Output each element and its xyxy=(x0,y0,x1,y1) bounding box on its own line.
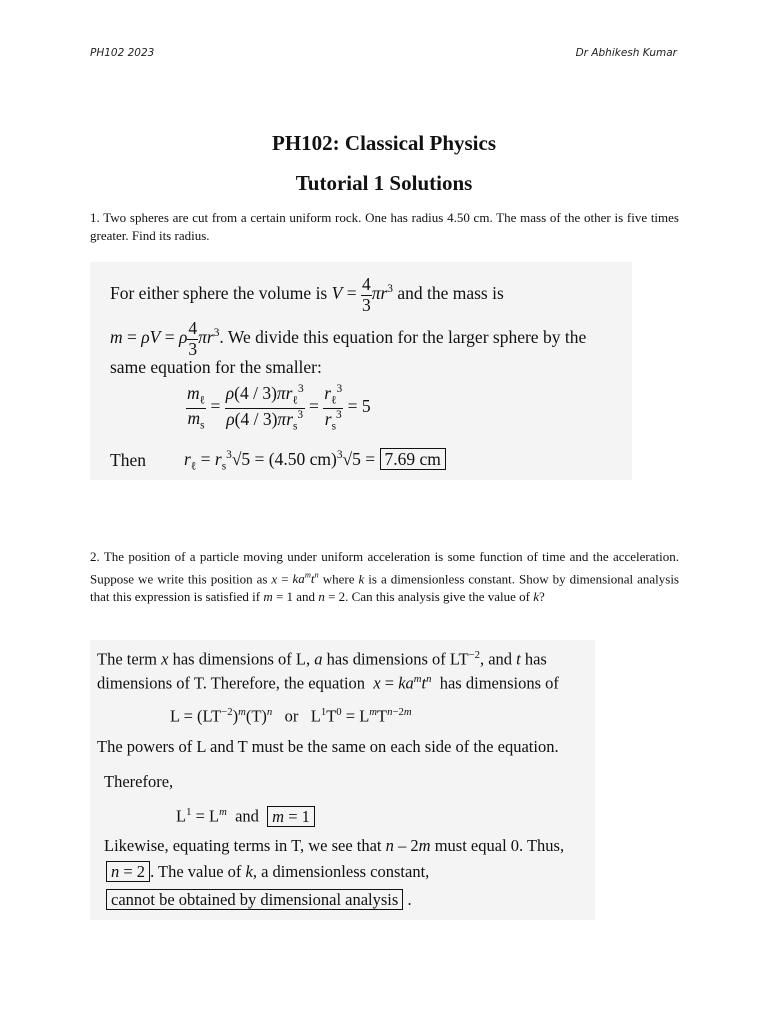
fraction-4-3: $\frac{4}{3}$ xyxy=(361,274,371,315)
page-title: PH102: Classical Physics xyxy=(272,131,496,155)
sol2-n-result: n = 2 . The value of k, a dimensionless constant, xyxy=(106,862,429,882)
solution-1-image xyxy=(90,262,632,480)
page-subtitle: Tutorial 1 Solutions xyxy=(295,171,473,195)
sol1-result-line: $r_\ell = r_s^3√5 = (4.50$ cm)$^3$√5 = 7.69 cm xyxy=(184,449,446,473)
sol1-answer-box: 7.69 cm xyxy=(380,448,446,470)
sol2-m-result: $L^1 = L^m$ and m = 1 xyxy=(176,806,315,827)
sol1-line-3: same equation for the smaller: xyxy=(110,357,322,377)
sol2-equation: $L = (LT^{-2})^m(T)^n$ or $L^1T^0 = L^mT^{n-2m}$ xyxy=(170,706,412,726)
sol2-conclusion-box: cannot be obtained by dimensional analysis xyxy=(106,889,403,910)
sol2-conclusion: cannot be obtained by dimensional analysis . xyxy=(106,890,412,910)
sol2-powers: The powers of L and T must be the same on each side of the equation. xyxy=(97,737,559,756)
sol2-line-2: dimensions of T. Therefore, the equation $x = ka^mt^n$ has dimensions of xyxy=(97,673,559,693)
sol2-line-1: The term x has dimensions of L, a has dimensions of $LT^{-2}$, and t has xyxy=(97,649,547,669)
sol1-ratio-equation: $\frac{m_\ell}{m_s}$ = $\frac{\rho(4 / 3)\pi r_\ell^3}{\rho(4 / 3)\pi r_s^3}$ = $\frac{r_\ell^3}{r_s^3}$ = 5 xyxy=(187,382,371,433)
question-1: 1. Two spheres are cut from a certain uniform rock. One has radius 4.50 cm. The mass of the other is five times greater. Find its radius. xyxy=(90,210,679,243)
solution-2-image xyxy=(90,640,595,920)
fraction-4-3: $\frac{4}{3}$ xyxy=(188,318,198,359)
header-author: Dr Abhikesh Kumar xyxy=(575,47,677,59)
question-2: 2. The position of a particle moving under uniform acceleration is some function of time and the acceleration. Suppose we write this position as $x = ka^mt^n$ where k is a dimensionless constant. Show by dimensional analysis that this expression is satisfied if m = 1 and n = 2. Can this analysis give the value of k? xyxy=(90,549,679,605)
sol2-n-box: n = 2 xyxy=(106,861,150,882)
sol1-line-1: For either sphere the volume is V = $\frac{4}{3}$ $\pi r^3$ and the mass is xyxy=(110,274,504,315)
sol2-likewise: Likewise, equating terms in T, we see that n – 2m must equal 0. Thus, xyxy=(104,836,565,855)
sol2-m-box: m = 1 xyxy=(267,806,315,827)
header-course: PH102 2023 xyxy=(90,47,155,59)
sol1-then-label: Then xyxy=(110,450,146,470)
sol1-line-2: m = ρV = ρ $\frac{4}{3}$ $\pi r^3$. We divide this equation for the larger sphere by the xyxy=(110,318,587,359)
sol2-therefore: Therefore, xyxy=(104,772,174,791)
